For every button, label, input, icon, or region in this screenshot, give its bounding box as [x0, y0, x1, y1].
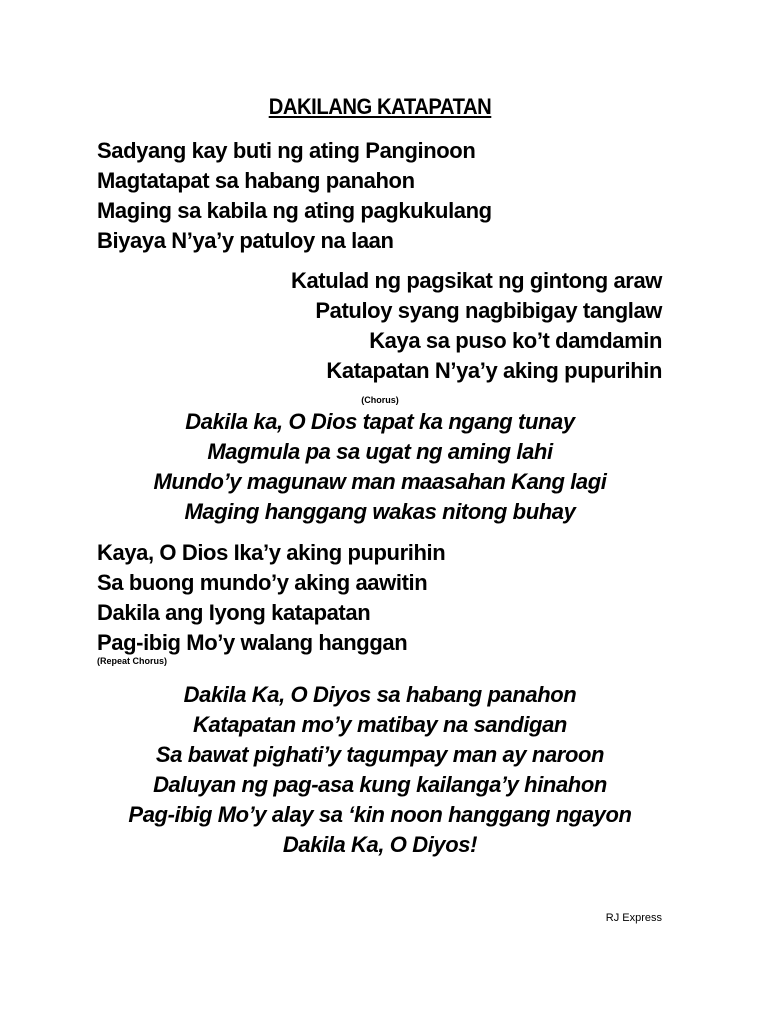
lyric-line: Katapatan mo’y matibay na sandigan — [193, 712, 567, 737]
chorus-note: (Chorus) — [361, 395, 399, 405]
repeat-chorus-note: (Repeat Chorus) — [97, 656, 168, 666]
lyric-line: Maging hanggang wakas nitong buhay — [184, 499, 576, 524]
verse-2 — [291, 266, 662, 386]
lyric-line: Maging sa kabila ng ating pagkukulang — [97, 198, 492, 223]
song-title: DAKILANG KATAPATAN — [268, 94, 492, 119]
lyric-line: Biyaya N’ya’y patuloy na laan — [97, 228, 394, 253]
verse-3 — [97, 538, 445, 658]
lyric-line: Pag-ibig Mo’y walang hanggan — [97, 630, 408, 655]
lyric-line: Dakila ang Iyong katapatan — [97, 600, 371, 625]
lyric-line: Dakila Ka, O Diyos! — [282, 832, 478, 857]
lyric-line: Sa buong mundo’y aking aawitin — [97, 570, 428, 595]
verse-1 — [97, 136, 492, 256]
author-signature: RJ Express — [605, 912, 662, 924]
lyric-line: Pag-ibig Mo’y alay sa ‘kin noon hanggang ngayon — [128, 802, 632, 827]
lyric-line: Sadyang kay buti ng ating Panginoon — [97, 138, 476, 163]
lyric-line: Katulad ng pagsikat ng gintong araw — [290, 268, 662, 293]
lyric-line: Patuloy syang nagbibigay tanglaw — [315, 298, 662, 323]
lyric-line: Magmula pa sa ugat ng aming lahi — [207, 439, 553, 464]
lyric-line: Dakila Ka, O Diyos sa habang panahon — [183, 682, 577, 707]
lyric-line: Sa bawat pighati’y tagumpay man ay naroon — [155, 742, 605, 767]
lyric-line: Kaya, O Dios Ika’y aking pupurihin — [97, 540, 446, 565]
ending — [0, 680, 760, 860]
chorus — [0, 407, 760, 527]
lyric-line: Katapatan N’ya’y aking pupurihin — [326, 358, 662, 383]
lyric-line: Kaya sa puso ko’t damdamin — [369, 328, 662, 353]
lyric-line: Magtatapat sa habang panahon — [97, 168, 415, 193]
lyric-line: Daluyan ng pag-asa kung kailanga’y hinahon — [153, 772, 607, 797]
lyric-line: Dakila ka, O Dios tapat ka ngang tunay — [185, 409, 575, 434]
lyric-line: Mundo’y magunaw man maasahan Kang lagi — [153, 469, 607, 494]
